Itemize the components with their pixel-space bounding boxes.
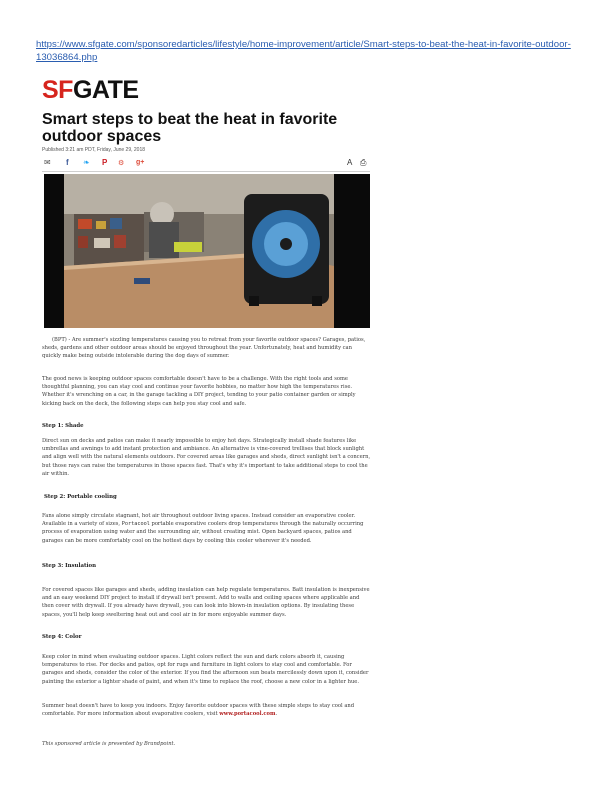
hero-image xyxy=(44,174,370,328)
closing-paragraph xyxy=(42,702,372,718)
sfgate-logo xyxy=(42,76,139,104)
divider xyxy=(42,171,370,172)
step-2-text-end: portable evaporative coolers drop temperatures through the naturally occurring process of evaporation using water and the surrounding air, without creating mist. Open backyard spaces, patios and garages can be more comfortably cool on the hottest days by cooling this cooler wherever it's needed. xyxy=(42,521,364,544)
article-title: Smart steps to beat the heat in favorite outdoor spaces xyxy=(42,111,338,145)
step-1-heading: Step 1: Shade xyxy=(42,423,84,429)
logo-sf: SF xyxy=(42,76,73,104)
closing-period: . xyxy=(275,711,278,718)
step-3-text: For covered spaces like garages and sheds, adding insulation can help regulate temperatures. Batt insulation is inexpensive and an easy weekend DIY project to install if drywall isn't present. Add to walls and ceiling spaces where applicable and then cover with drywall. If you already have drywall, you can look into blown-in insulation options. By insulating these spaces, you'll help keep sweltering heat out and cool air in for more enjoyable summer days. xyxy=(42,587,370,618)
step-2-heading: Step 2: Portable cooling xyxy=(44,494,117,500)
step-3-heading: Step 3: Insulation xyxy=(42,563,97,569)
step-4-heading: Step 4: Color xyxy=(42,634,82,640)
linkedin-icon[interactable]: g+ xyxy=(136,159,145,166)
portacool-link[interactable]: www.portacool.com xyxy=(219,711,276,718)
garage-photo-illustration xyxy=(44,174,370,328)
twitter-icon[interactable]: ❧ xyxy=(83,158,90,167)
step-1-text: Direct sun on decks and patios can make it nearly impossible to enjoy hot days. Strategically install shade features like umbrellas and awnings to add instant protection and ambiance. An alternative is vine-covered trellises that block sunlight and align well with the natural elements outdoors. For covered areas like garages and sheds, direct sunlight isn't a concern, but those rays can raise the temperatures in those spaces fast. That's why it's important to take additional steps to cool the air within. xyxy=(42,438,371,477)
email-icon[interactable]: ✉ xyxy=(44,158,51,167)
source-url[interactable]: https://www.sfgate.com/sponsoredarticles/lifestyle/home-improvement/article/Smart-steps-to-beat-the-heat-in-favorite-outdoor-13036864.php xyxy=(36,39,571,63)
published-date: Published 3:21 am PDT, Friday, June 29, 2018 xyxy=(42,147,146,153)
paragraph-good-news: The good news is keeping outdoor spaces comfortable doesn't have to be a challenge. With the right tools and some thoughtful planning, you can stay cool and continue your favorite hobbies, no matter how high the temperatures rise. Whether it's wrenching on a car, in the garage tackling a DIY project, tending to your patio container garden or simply kicking back on the deck, the following steps can help you stay cool and safe. xyxy=(42,376,356,407)
step-4-text: Keep color in mind when evaluating outdoor spaces. Light colors reflect the sun and dark colors absorb it, causing temperatures to rise. For decks and patios, opt for rugs and furniture in light colors to stay cool and comfortable. For garages and sheds, consider the color of the exterior. If you find the afternoon sun beats mercilessly down upon it, consider painting the exterior a lighter shade of paint, and when it's time to replace the roof, choose a new color in a lighter hue. xyxy=(42,654,369,685)
google-plus-icon[interactable]: ⚙ xyxy=(118,159,125,167)
step-2-text xyxy=(42,512,372,545)
intro-paragraph: (BPT) - Are summer's sizzling temperatures causing you to retreat from your favorite outdoor spaces? Garages, patios, sheds, gardens and other outdoor areas should be enjoyed throughout the year. Unfortunately, heat and humidity can quickly make being outside intolerable during the dog days of summer. xyxy=(42,337,366,360)
closing-text: Summer heat doesn't have to keep you indoors. Enjoy favorite outdoor spaces with these simple steps to stay cool and comfortable. For more information about evaporative coolers, visit xyxy=(42,703,355,718)
portacool-brand: Portacool xyxy=(121,521,150,528)
logo-gate: GATE xyxy=(72,76,139,104)
sponsor-note: This sponsored article is presented by Brandpoint. xyxy=(42,741,176,747)
share-bar xyxy=(42,158,370,170)
pinterest-icon[interactable]: P xyxy=(102,158,108,167)
step-2-text-start: Fans alone simply circulate stagnant, hot air throughout outdoor living spaces. Instead consider an evaporative cooler. Available in a variety of sizes, xyxy=(42,513,356,528)
font-size-icon[interactable]: A xyxy=(347,158,353,167)
facebook-icon[interactable]: f xyxy=(66,158,69,167)
print-icon[interactable]: ⎙ xyxy=(360,158,367,167)
